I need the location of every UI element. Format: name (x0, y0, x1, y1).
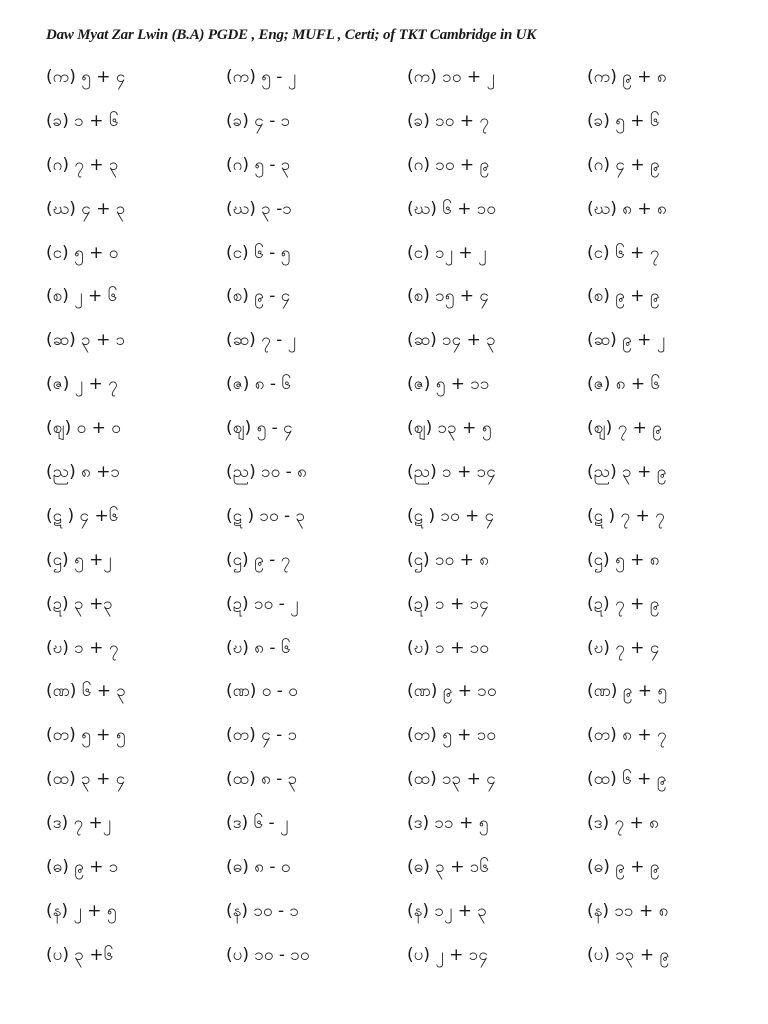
math-problem: (ခ) ၅ + ၆ (587, 110, 660, 131)
math-problem: (ဓ) ၈ - ၀ (226, 857, 291, 878)
math-problem: (ဇ) ၈ + ၆ (587, 374, 661, 395)
math-problem: (န) ၁၀ - ၁ (226, 900, 300, 921)
math-problem: (ဒ) ၆ - ၂ (226, 813, 289, 834)
math-problem: (ဌ) ၉ - ၇ (226, 549, 291, 570)
math-problem: (ဌ) ၁၀ + ၈ (407, 549, 489, 570)
math-problem: (ဃ) ၆ + ၁၀ (407, 198, 496, 219)
math-problem: (ဍ) ၃ +၃ (46, 593, 113, 614)
math-problem: (ဎ) ၈ - ၆ (226, 637, 291, 658)
math-problem: (င) ၁၂ + ၂ (407, 242, 487, 263)
math-problem: (ဍ) ၁၀ - ၂ (226, 593, 299, 614)
math-problem: (ဒ) ၇ +၂ (46, 813, 112, 834)
math-problem: (ဂ) ၇ + ၃ (46, 154, 119, 175)
math-problem: (ဏ) ၉ + ၅ (587, 681, 667, 702)
math-problem: (ဋ ) ၁၀ + ၄ (407, 505, 495, 526)
math-problem: (ည) ၁၀ - ၈ (226, 462, 307, 483)
math-problem: (ဂ) ၁၀ + ၉ (407, 154, 490, 175)
math-problem: (ပ) ၂ + ၁၄ (407, 944, 488, 965)
math-problem: (င) ၅ + ၀ (46, 242, 119, 263)
math-problem: (ဈ) ၅ - ၄ (226, 418, 293, 439)
math-problem: (ခ) ၁၀ + ၇ (407, 110, 489, 131)
math-problem: (ည) ၈ +၁ (46, 462, 121, 483)
math-problem: (တ) ၅ + ၅ (46, 725, 126, 746)
math-problem: (ဈ) ၁၃ + ၅ (407, 418, 492, 439)
math-problem: (ဂ) ၄ + ၉ (587, 154, 660, 175)
math-problem: (ဓ) ၉ + ၉ (587, 857, 660, 878)
math-problem: (ဋ ) ၁၀ - ၃ (226, 505, 306, 526)
math-problem: (င) ၆ - ၅ (226, 242, 291, 263)
math-problem: (ဃ) ၄ + ၃ (46, 198, 126, 219)
math-problem: (ထ) ၆ + ၉ (587, 769, 667, 790)
math-problem: (ည) ၁ + ၁၄ (407, 462, 496, 483)
math-problem: (ပ) ၁၃ + ၉ (587, 944, 670, 965)
math-problem: (က) ၅ - ၂ (226, 67, 297, 87)
math-problem: (က) ၅ + ၄ (46, 67, 126, 87)
math-problem: (တ) ၅ + ၁၀ (407, 725, 496, 746)
math-problem: (ဓ) ၃ + ၁၆ (407, 857, 489, 878)
math-problem: (န) ၂ + ၅ (46, 900, 117, 921)
math-problem: (ခ) ၄ - ၁ (226, 110, 291, 131)
math-problem: (ဇ) ၂ + ၇ (46, 374, 118, 395)
math-problem: (ဋ ) ၄ +၆ (46, 505, 119, 526)
math-problem: (ဒ) ၁၁ + ၅ (407, 813, 489, 834)
math-problem: (ဍ) ၇ + ၉ (587, 593, 660, 614)
math-problem: (ဃ) ၈ + ၈ (587, 198, 667, 219)
math-problem: (ဆ) ၉ + ၂ (587, 330, 666, 351)
math-problem: (ခ) ၁ + ၆ (46, 110, 119, 131)
math-problem: (ဈ) ၀ + ၀ (46, 418, 121, 439)
math-problem: (စ) ၂ + ၆ (46, 286, 118, 307)
math-problem: (န) ၁၂ + ၃ (407, 900, 487, 921)
math-problem: (ပ) ၃ +၆ (46, 944, 114, 965)
math-problem: (ဎ) ၁ + ၁၀ (407, 637, 489, 658)
math-problem: (င) ၆ + ၇ (587, 242, 660, 263)
math-problem: (ဇ) ၈ - ၆ (226, 374, 291, 395)
math-problem: (ဋ ) ၇ + ၇ (587, 505, 665, 526)
math-problem: (ဏ) ၀ - ၀ (226, 681, 298, 702)
math-problem: (စ) ၉ - ၄ (226, 286, 291, 307)
math-problem: (ဏ) ၉ + ၁၀ (407, 681, 497, 702)
math-problem: (ဆ) ၁၄ + ၃ (407, 330, 496, 351)
math-problem: (ဎ) ၁ + ၇ (46, 637, 119, 658)
math-problem: (ဒ) ၇ + ၈ (587, 813, 659, 834)
math-problem: (က) ၉ + ၈ (587, 67, 667, 87)
math-problem: (ဌ) ၅ +၂ (46, 549, 112, 570)
math-problem: (ည) ၃ + ၉ (587, 462, 667, 483)
math-problem: (န) ၁၁ + ၈ (587, 900, 669, 921)
math-problem: (ဏ) ၆ + ၃ (46, 681, 126, 702)
math-problem: (ဎ) ၇ + ၄ (587, 637, 660, 658)
problem-grid (46, 62, 746, 984)
math-problem: (စ) ၁၅ + ၄ (407, 286, 489, 307)
math-problem: (ဓ) ၉ + ၁ (46, 857, 119, 878)
math-problem: (ဌ) ၅ + ၈ (587, 549, 660, 570)
math-problem: (ဂ) ၅ - ၃ (226, 154, 291, 175)
math-problem: (ဆ) ၃ + ၁ (46, 330, 126, 351)
math-problem: (စ) ၉ + ၉ (587, 286, 660, 307)
math-problem: (ပ) ၁၀ - ၁၀ (226, 944, 310, 965)
math-problem: (ဃ) ၃ -၁ (226, 198, 292, 219)
math-problem: (ထ) ၃ + ၄ (46, 769, 126, 790)
worksheet-header: Daw Myat Zar Lwin (B.A) PGDE , Eng; MUFL , Certi; of TKT Cambridge in UK (46, 27, 537, 43)
math-problem: (ဈ) ၇ + ၉ (587, 418, 662, 439)
math-problem: (က) ၁၀ + ၂ (407, 67, 495, 87)
math-problem: (ဆ) ၇ - ၂ (226, 330, 296, 351)
math-problem: (ထ) ၈ - ၃ (226, 769, 298, 790)
math-problem: (ဍ) ၁ + ၁၄ (407, 593, 489, 614)
math-problem: (ထ) ၁၃ + ၄ (407, 769, 496, 790)
math-problem: (တ) ၄ - ၁ (226, 725, 298, 746)
math-problem: (တ) ၈ + ၇ (587, 725, 667, 746)
math-problem: (ဇ) ၅ + ၁၁ (407, 374, 490, 395)
